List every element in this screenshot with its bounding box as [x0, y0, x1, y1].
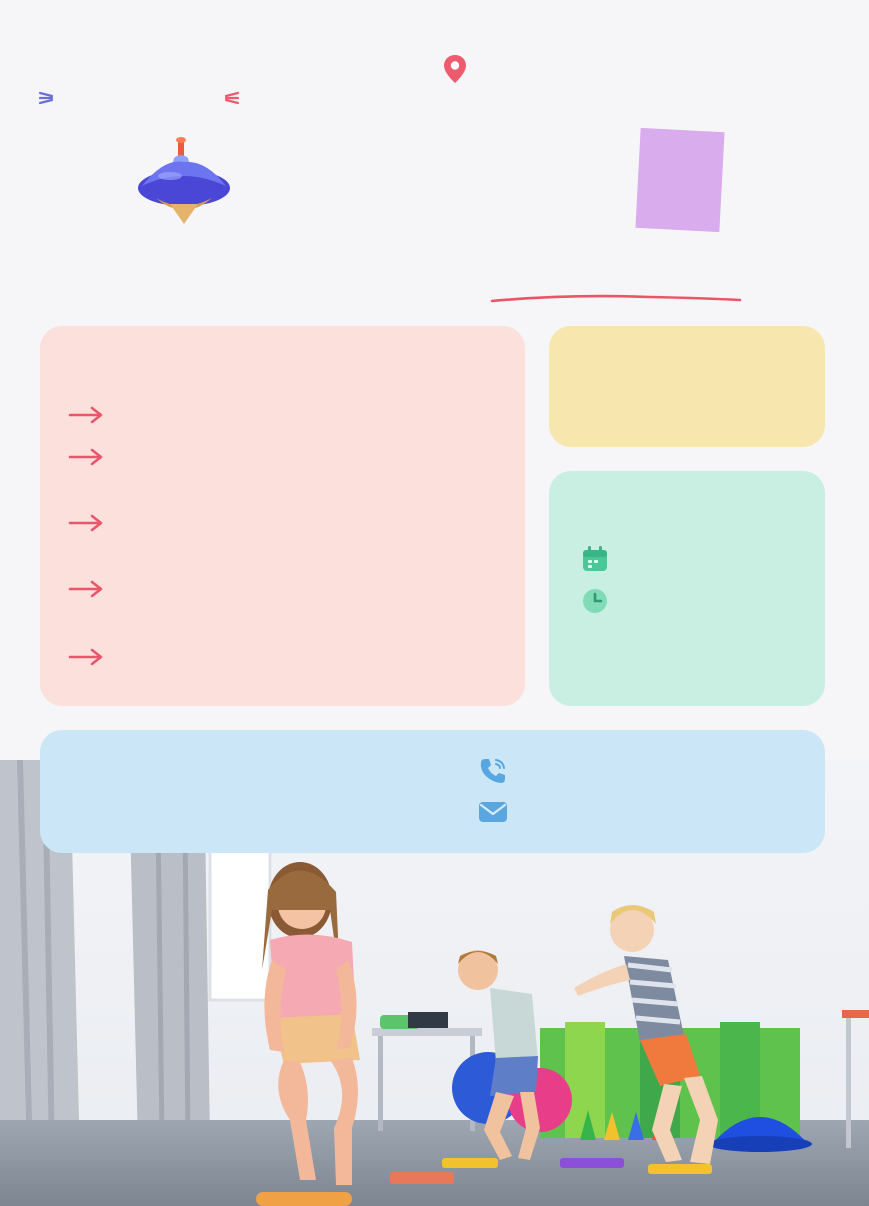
duration-card: [549, 326, 825, 447]
logo: [40, 44, 260, 114]
clock-icon: [581, 587, 609, 615]
logo-spark-right-icon: [224, 90, 240, 106]
mail-icon: [478, 800, 508, 824]
spinning-top-icon: [134, 136, 234, 228]
phone-icon: [478, 756, 508, 786]
arrow-right-icon: [68, 448, 104, 466]
arrow-right-icon: [68, 406, 104, 424]
decorative-sticky-note: [635, 128, 724, 232]
signup-card: [40, 730, 825, 853]
location-pin-icon: [442, 54, 468, 84]
learning-goals-card: [40, 326, 525, 706]
arrow-right-icon: [68, 514, 104, 532]
logo-spark-left-icon: [38, 90, 54, 106]
arrow-right-icon: [68, 648, 104, 666]
arrow-right-icon: [68, 580, 104, 598]
decorative-underline: [490, 292, 742, 306]
schedule-card: [549, 471, 825, 706]
calendar-icon: [581, 545, 609, 573]
